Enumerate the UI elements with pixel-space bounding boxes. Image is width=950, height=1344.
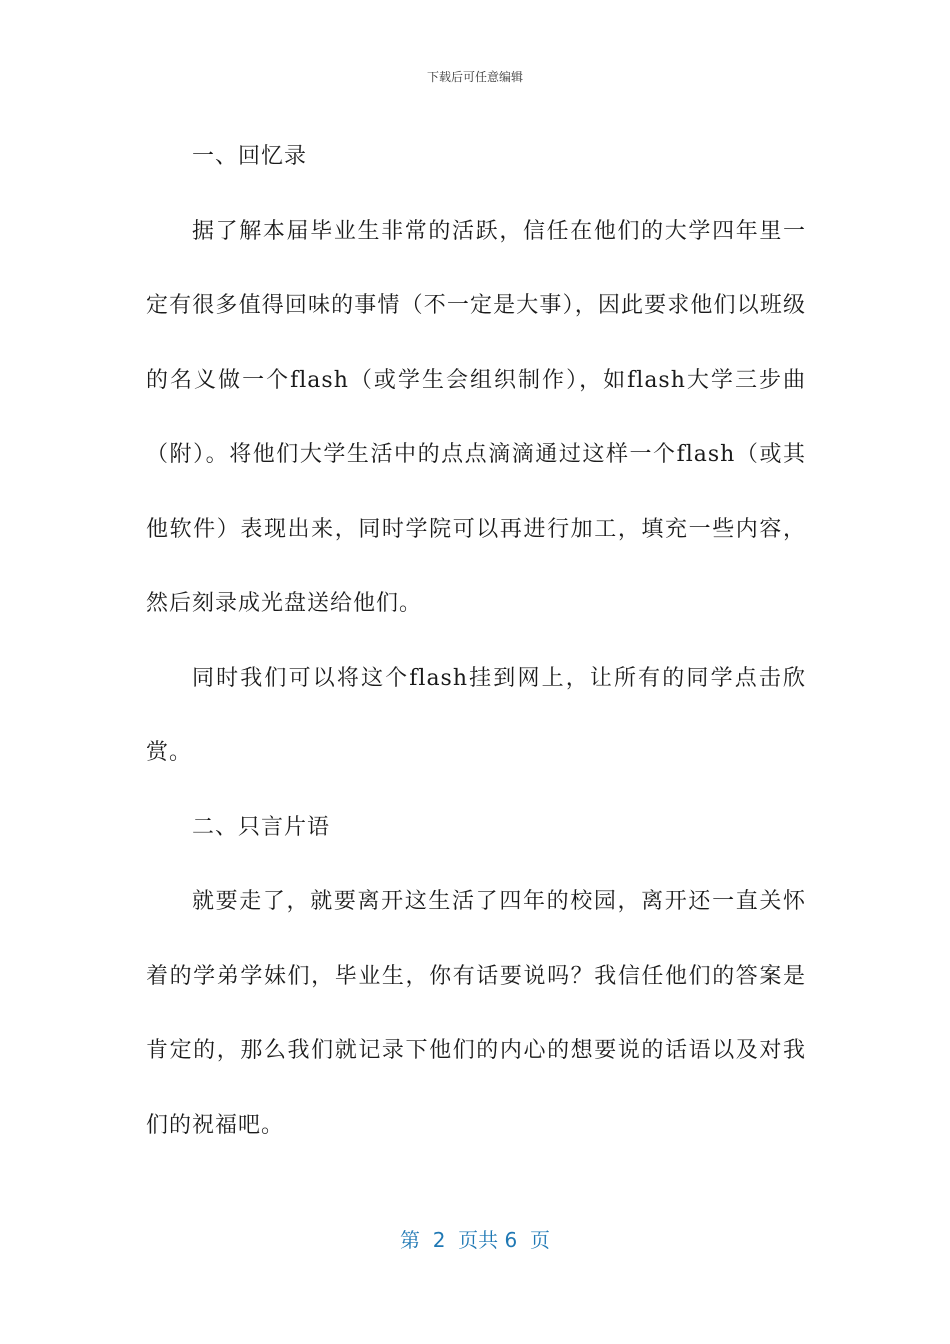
paragraph-messages-body: 就要走了，就要离开这生活了四年的校园，离开还一直关怀着的学弟学妹们，毕业生，你有话要说吗？我信任他们的答案是肯定的，那么我们就记录下他们的内心的想要说的话语以及对我们的祝福吧。 xyxy=(146,889,806,1138)
section-heading-memoir: 一、回忆录 xyxy=(192,144,308,169)
document-body xyxy=(146,120,806,1163)
paragraph-flash-online: 同时我们可以将这个flash挂到网上，让所有的同学点击欣赏。 xyxy=(146,665,806,765)
page-header-note: 下载后可任意编辑 xyxy=(426,70,523,84)
page-number-footer: 第 2 页共 6 页 xyxy=(400,1228,550,1252)
section-heading-messages: 二、只言片语 xyxy=(192,814,331,840)
paragraph-memoir-body: 据了解本届毕业生非常的活跃，信任在他们的大学四年里一定有很多值得回味的事情（不一定是大事），因此要求他们以班级的名义做一个flash（或学生会组织制作），如flash大学三步曲（附）。将他们大学生活中的点点滴滴通过这样一个flash（或其他软件）表现出来，同时学院可以再进行加工，填充一些内容，然后刻录成光盘送给他们。 xyxy=(146,218,806,616)
